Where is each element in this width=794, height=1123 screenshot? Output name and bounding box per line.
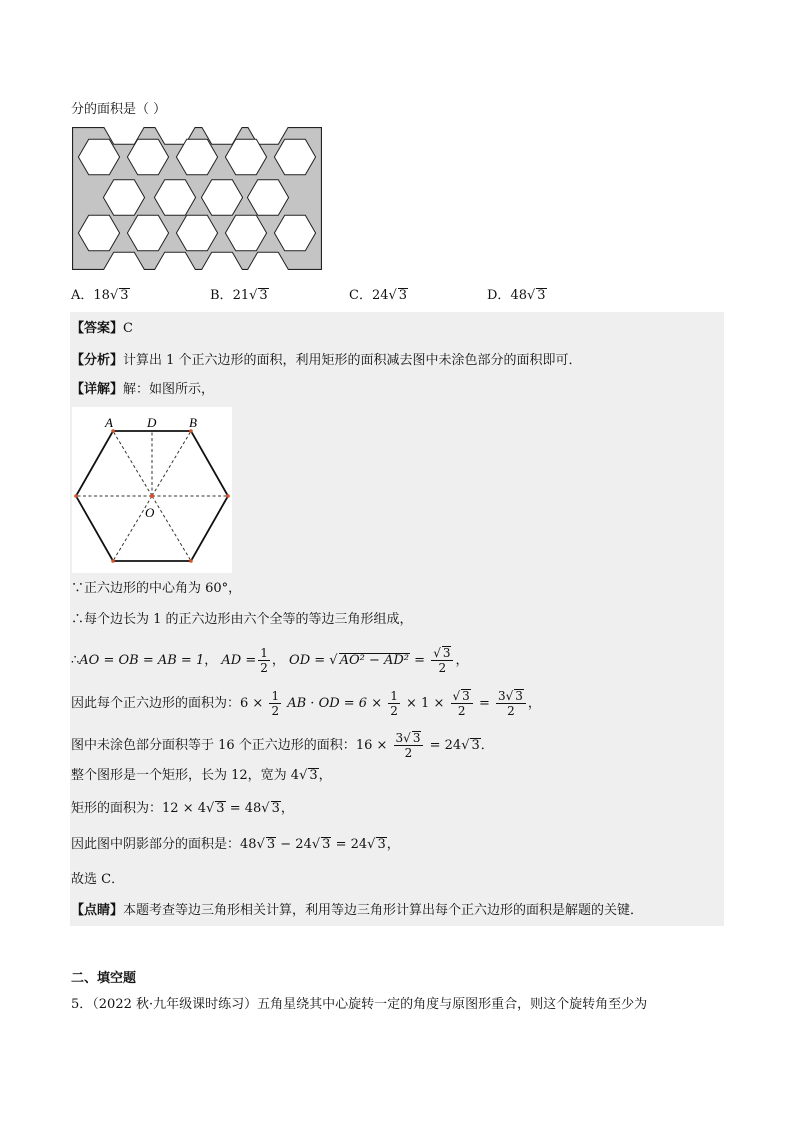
option-a[interactable]: A．18√ 3 [71, 288, 129, 303]
line-rectangle-size: 整个图形是一个矩形，长为 12，宽为 4√ 3， [71, 768, 332, 783]
analysis-line: 【分析】计算出 1 个正六边形的面积，利用矩形的面积减去图中未涂色部分的面积即可． [71, 353, 582, 368]
answer-line: 【答案】C [71, 321, 133, 336]
comment-line: 【点睛】本题考查等边三角形相关计算，利用等边三角形计算出每个正六边形的面积是解题的关键． [71, 903, 644, 918]
line-lengths: ∴AO = OB = AB = 1， AD = $\frac{1}{2}$ ， OD = √ AO² − AD² = $\frac{√ 3}{2}$ ， [71, 646, 469, 675]
option-d[interactable]: D．48√ 3 [487, 288, 546, 303]
question-tail-text: 分的面积是（ ） [71, 102, 167, 117]
label-b: B [189, 415, 197, 430]
line-hexagon-area: 因此每个正六边形的面积为：6 × $\frac{1}{2}$ AB · OD = 6 × $\frac{1}{2}$ × 1 × $\frac{√ 3}{2}$ = $\frac{3√ 3}{2}$ ， [71, 689, 541, 718]
detail-line: 【详解】解：如图所示， [71, 382, 215, 397]
regular-hexagon-diagram [72, 407, 232, 573]
hexagon-star-tiling-figure [72, 127, 322, 270]
line-shaded-area: 因此图中阴影部分的面积是：48√ 3 − 24√ 3 = 24√ 3， [71, 837, 400, 852]
label-o: O [145, 505, 155, 520]
question-5-text: 5．（2022 秋·九年级课时练习）五角星绕其中心旋转一定的角度与原图形重合，则这个旋转角至少为 [71, 997, 648, 1012]
line-rectangle-area: 矩形的面积为：12 × 4√ 3 = 48√ 3， [71, 801, 294, 816]
line-choose-c: 故选 C． [71, 872, 125, 887]
label-d: D [147, 415, 157, 430]
line-unshaded-area: 图中未涂色部分面积等于 16 个正六边形的面积：16 × $\frac{3√ 3}{2}$ = 24√ 3． [71, 731, 494, 760]
line-six-triangles: ∴每个边长为 1 的正六边形由六个全等的等边三角形组成， [71, 612, 413, 627]
option-b[interactable]: B．21√ 3 [210, 288, 268, 303]
label-a: A [105, 415, 113, 430]
line-central-angle: ∵正六边形的中心角为 60°， [71, 581, 242, 596]
option-c[interactable]: C．24√ 3 [349, 288, 408, 303]
section-heading: 二、填空题 [71, 971, 137, 986]
